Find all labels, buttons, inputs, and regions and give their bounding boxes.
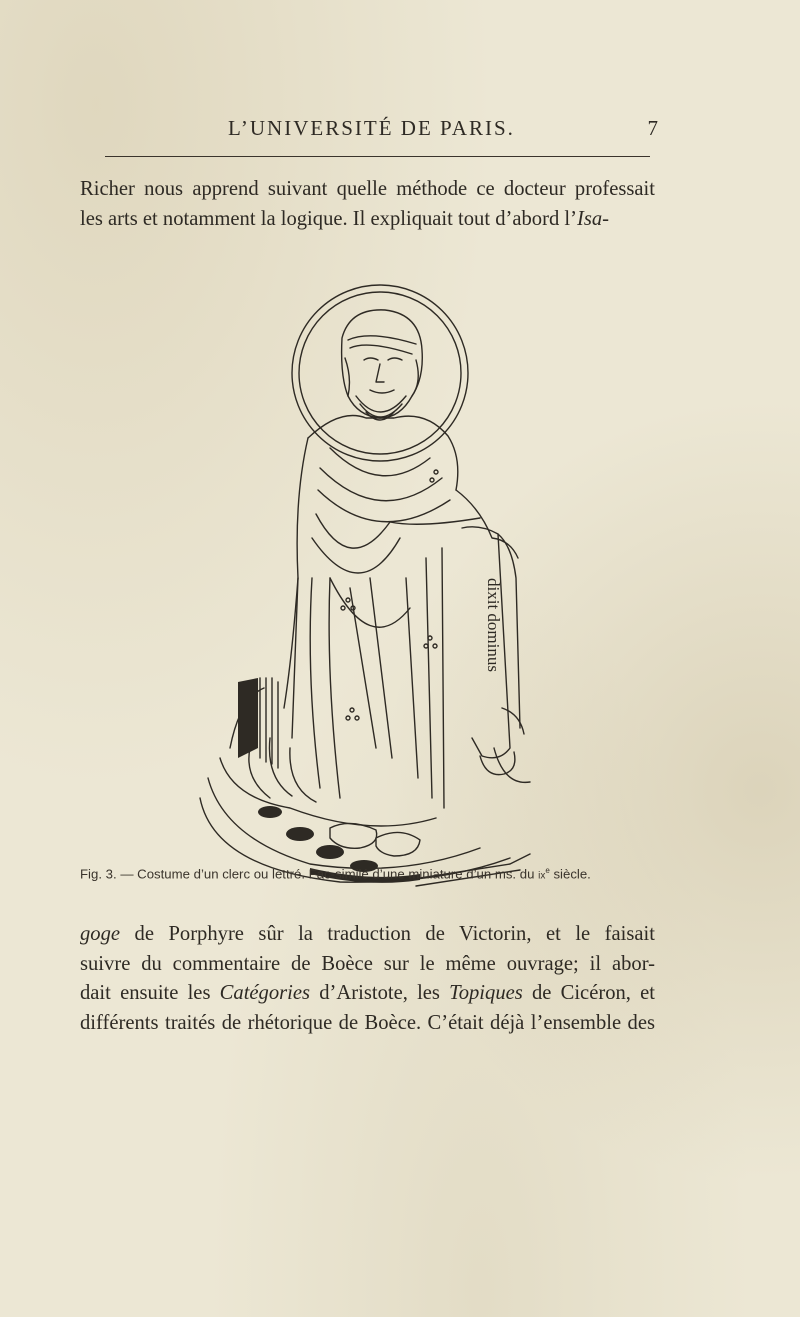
figure-caption [80,866,660,881]
paragraph-2-line-2: suivre du commentaire de Boèce sur le même ouvrage; il abor- [80,952,655,975]
scroll-inscription: dixit dominus [484,578,503,672]
header-rule [105,156,650,157]
halo-illustration [292,285,468,461]
italic-topiques: Topiques [449,982,523,1004]
paragraph-2-line-3: dait ensuite les Catégories d’Aristote, les Topiques de Cicéron, et [80,982,655,1004]
paragraph-1-line-2: les arts et notamment la logique. Il expliquait tout d’abord l’Isa- [80,207,610,230]
page-number: 7 [647,116,658,140]
caption-tail: siècle. [549,866,591,882]
italic-isagoge-start: Isa- [577,207,610,230]
head-illustration [342,310,423,420]
dark-fills-illustration [238,678,420,883]
figure-miniature-clerk [180,278,540,898]
paragraph-2 [80,920,655,1038]
caption-century: ix [538,870,546,882]
paragraph-2-line-4: différents traités de rhétorique de Boèce. C’était déjà l’ensemble des [80,1011,655,1034]
mantle-dots-illustration [341,470,438,720]
paragraph-2-line-1: goge de Porphyre sûr la traduction de Victorin, et le faisait [80,923,655,945]
caption-text: — Costume d’un clerc ou lettré. Fac-similé d’une miniature d’un ms. du [116,866,539,882]
paragraph-1 [80,175,655,234]
paragraph-1-line-1: Richer nous apprend suivant quelle méthode ce docteur professait [80,178,655,200]
caption-label: Fig. 3. [80,866,117,882]
caption-century-sup: e [545,866,550,875]
italic-categories: Catégories [219,982,311,1004]
italic-isagoge-end: goge [80,923,121,945]
mantle-illustration [284,416,518,809]
running-title: L’UNIVERSITÉ DE PARIS. [228,116,515,140]
